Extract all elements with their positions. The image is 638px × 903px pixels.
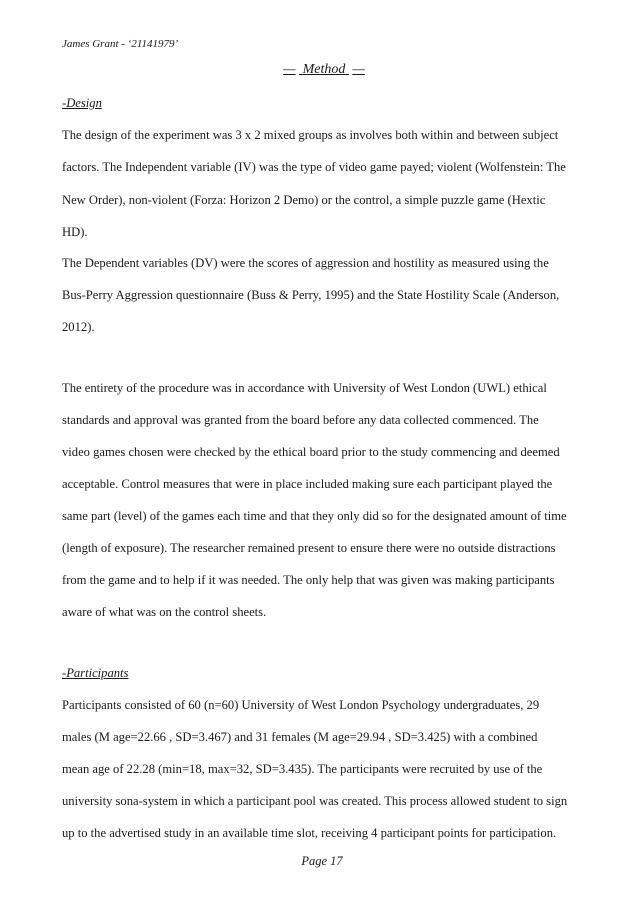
participants-line-5: up to the advertised study in an available time slot, receiving 4 participant points for participation. (62, 826, 557, 840)
ethics-line-6: (length of exposure). The researcher remained present to ensure there were no outside distractions (62, 541, 556, 555)
design-line-3: New Order), non-violent (Forza: Horizon 2 Demo) or the control, a simple puzzle game (Hextic (62, 193, 546, 207)
participants-line-1: Participants consisted of 60 (n=60) University of West London Psychology undergraduates, 29 (62, 698, 540, 712)
design-heading: -Design (62, 96, 102, 110)
title-label: Method (302, 62, 346, 77)
design-line-6: Bus-Perry Aggression questionnaire (Buss & Perry, 1995) and the State Hostility Scale (Anderson, (62, 288, 560, 302)
design-line-5: The Dependent variables (DV) were the scores of aggression and hostility as measured using the (62, 256, 549, 270)
design-line-2: factors. The Independent variable (IV) was the type of video game payed; violent (Wolfenstein: The (62, 160, 566, 174)
design-line-1: The design of the experiment was 3 x 2 mixed groups as involves both within and between subject (62, 128, 559, 142)
ethics-line-7: from the game and to help if it was needed. The only help that was given was making participants (62, 573, 555, 587)
running-header: James Grant - ‘21141979’ (62, 38, 179, 50)
design-line-7: 2012). (62, 320, 95, 334)
ethics-line-1: The entirety of the procedure was in accordance with University of West London (UWL) ethical (62, 381, 547, 395)
section-title (0, 62, 638, 78)
participants-line-2: males (M age=22.66 , SD=3.467) and 31 females (M age=29.94 , SD=3.425) with a combined (62, 730, 538, 744)
design-line-4: HD). (62, 225, 88, 239)
title-label-space-2 (345, 62, 349, 77)
participants-line-3: mean age of 22.28 (min=18, max=32, SD=3.435). The participants were recruited by use of the (62, 762, 543, 776)
page-number: Page 17 (301, 854, 343, 868)
ethics-line-3: video games chosen were checked by the ethical board prior to the study commencing and deemed (62, 445, 560, 459)
title-dash-right: — (352, 62, 365, 77)
ethics-line-4: acceptable. Control measures that were in place included making sure each participant played the (62, 477, 553, 491)
participants-line-4: university sona-system in which a participant pool was created. This process allowed student to sign (62, 794, 568, 808)
ethics-line-8: aware of what was on the control sheets. (62, 605, 267, 619)
ethics-line-5: same part (level) of the games each time and that they only did so for the designated amount of time (62, 509, 567, 523)
title-dash-left: — (283, 62, 296, 77)
participants-heading: -Participants (62, 666, 129, 680)
ethics-line-2: standards and approval was granted from the board before any data collected commenced. The (62, 413, 539, 427)
